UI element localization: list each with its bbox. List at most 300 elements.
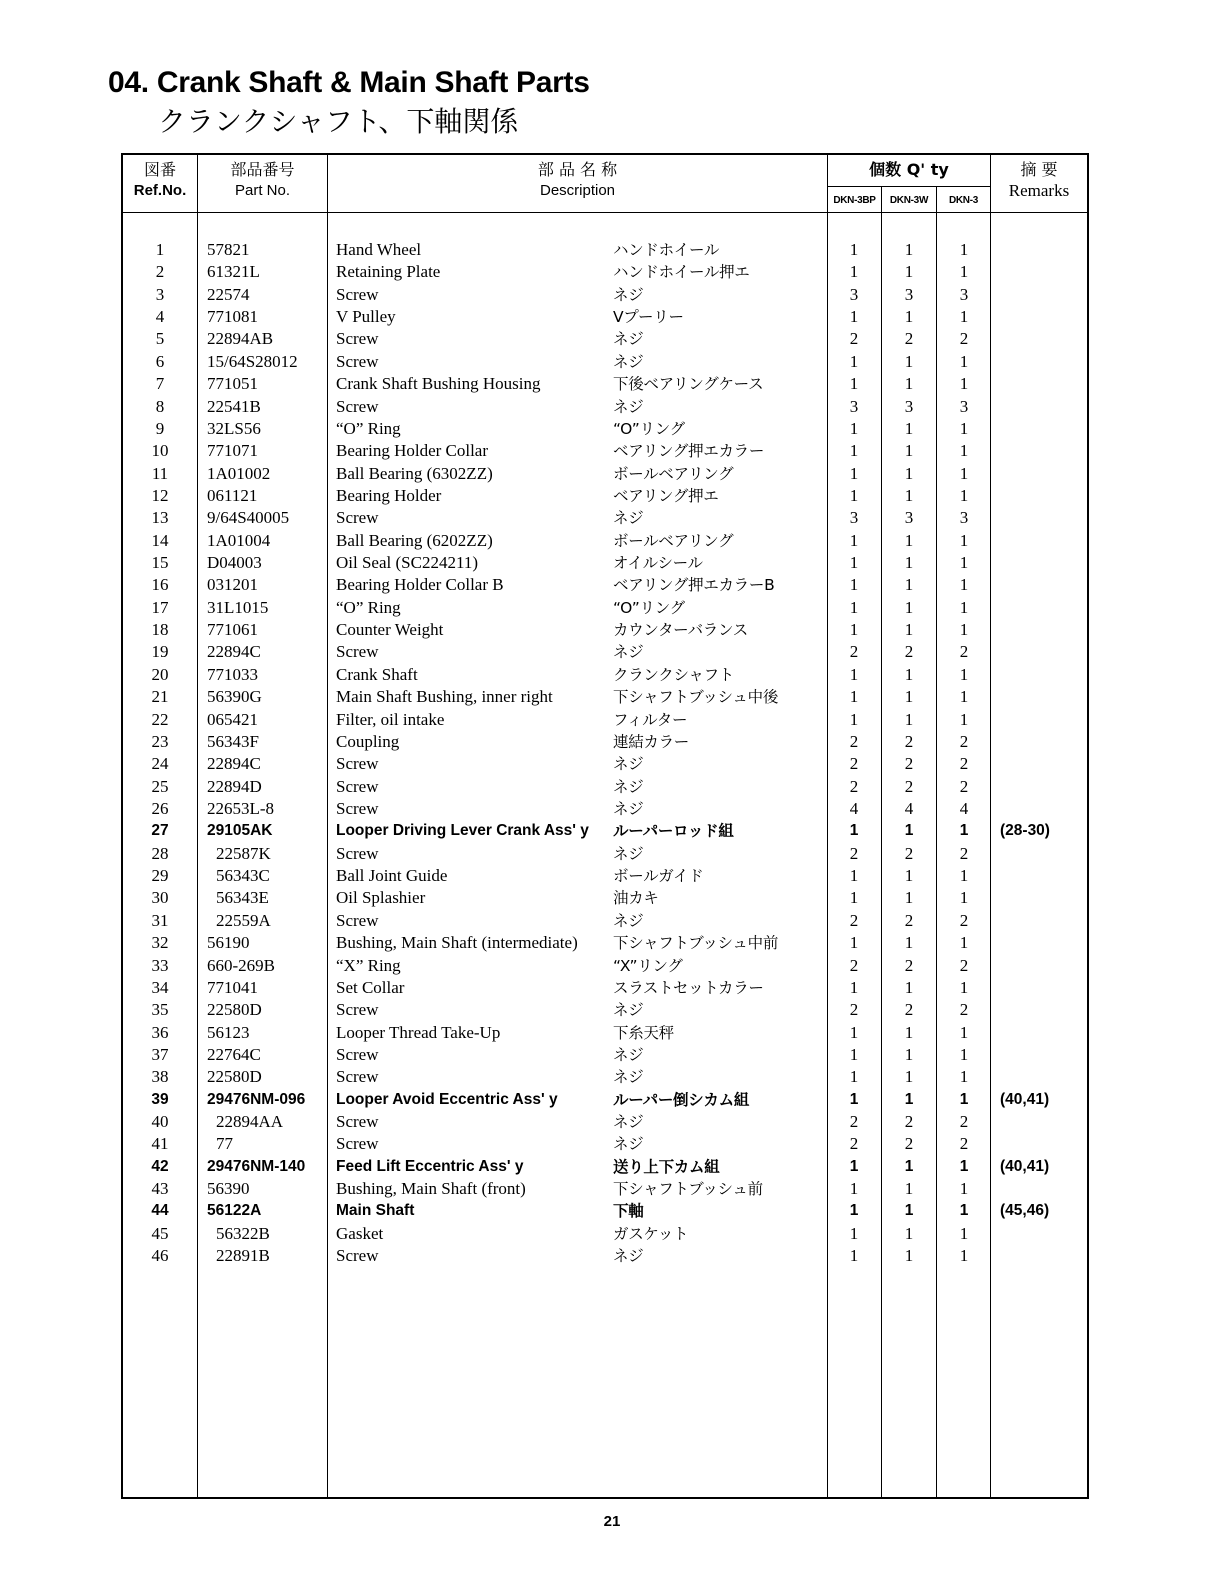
- description-jp: ネジ: [613, 755, 644, 774]
- qty-dkn-3w: 1: [904, 709, 914, 729]
- qty-dkn-3w: 1: [904, 351, 914, 371]
- part-number: 1A01002: [207, 463, 271, 483]
- qty-dkn-3w: 1: [904, 485, 914, 505]
- part-number: 771041: [207, 977, 258, 997]
- table-row: [123, 574, 1087, 596]
- table-row: [123, 1133, 1087, 1155]
- description-jp: フィルター: [613, 710, 688, 729]
- description-en: Screw: [336, 1134, 379, 1154]
- qty-dkn-3bp: 1: [849, 374, 859, 394]
- part-number: 56390G: [207, 687, 262, 707]
- qty-dkn-3bp: 1: [849, 866, 859, 886]
- qty-dkn-3bp: 2: [849, 1112, 859, 1132]
- table-row: [123, 1200, 1087, 1222]
- ref-number: 36: [151, 1022, 169, 1042]
- ref-number: 32: [151, 933, 169, 953]
- description-jp: Vプーリー: [613, 308, 684, 327]
- description-jp: 下シャフトブッシュ前: [613, 1180, 763, 1199]
- qty-dkn-3bp: 1: [849, 977, 859, 997]
- qty-dkn-3bp: 1: [849, 1246, 859, 1266]
- table-row: [123, 709, 1087, 731]
- description-en: Retaining Plate: [336, 262, 441, 282]
- description-jp: ネジ: [613, 285, 644, 304]
- description-en: Bearing Holder Collar B: [336, 575, 504, 595]
- description-jp: ベアリング押エ: [613, 486, 719, 505]
- part-header-en: Part No.: [234, 182, 291, 199]
- ref-number: 43: [151, 1179, 169, 1199]
- description-jp: “X”リング: [613, 956, 683, 975]
- description-jp: “O”リング: [613, 598, 685, 617]
- page-subtitle: クランクシャフト、下軸関係: [158, 105, 519, 138]
- description-jp: スラストセットカラー: [613, 978, 764, 997]
- table-row: [123, 485, 1087, 507]
- qty-dkn-3: 1: [959, 1246, 969, 1266]
- table-row: [123, 955, 1087, 977]
- description-en: Gasket: [336, 1223, 384, 1243]
- table-row: [123, 910, 1087, 932]
- description-en: Bearing Holder: [336, 485, 442, 505]
- table-row: [123, 306, 1087, 328]
- qty-dkn-3bp: 1: [849, 620, 859, 640]
- part-number: 77: [216, 1134, 233, 1154]
- ref-number: 15: [151, 553, 169, 573]
- description-en: Bushing, Main Shaft (intermediate): [336, 933, 578, 953]
- part-number: 31L1015: [207, 597, 269, 617]
- part-number: 29476NM-140: [207, 1157, 306, 1175]
- ref-header: [123, 159, 197, 201]
- description-jp: 下軸: [613, 1202, 644, 1221]
- qty-dkn-3w: 1: [904, 374, 914, 394]
- ref-number: 39: [151, 1090, 169, 1108]
- qty-dkn-3: 1: [959, 530, 969, 550]
- description-en: Counter Weight: [336, 620, 444, 640]
- description-en: Bearing Holder Collar: [336, 441, 489, 461]
- table-row: [123, 619, 1087, 641]
- table-row: [123, 373, 1087, 395]
- qty-dkn-3w: 1: [904, 1246, 914, 1266]
- description-jp: オイルシール: [613, 554, 703, 573]
- page-number: 21: [603, 1513, 621, 1530]
- description-jp: ネジ: [613, 397, 644, 416]
- description-en: Ball Joint Guide: [336, 866, 448, 886]
- qty-dkn-3w: 1: [904, 441, 914, 461]
- part-number: 22894AB: [207, 329, 274, 349]
- qty-dkn-3bp: 1: [849, 1157, 859, 1175]
- description-jp: ネジ: [613, 1001, 644, 1020]
- qty-dkn-3: 2: [959, 1134, 969, 1154]
- qty-dkn-3: 1: [959, 1223, 969, 1243]
- parts-list: [123, 239, 1087, 1268]
- qty-dkn-3w: 4: [904, 798, 914, 818]
- qty-dkn-3bp: 3: [849, 508, 859, 528]
- description-jp: ネジ: [613, 1247, 644, 1266]
- description-en: Looper Thread Take-Up: [336, 1022, 501, 1042]
- description-jp: ベアリング押エカラー: [613, 442, 765, 461]
- part-number: 22653L-8: [207, 798, 275, 818]
- part-number: 9/64S40005: [207, 508, 290, 528]
- part-number: D04003: [207, 553, 262, 573]
- qty-dkn-3: 1: [959, 977, 969, 997]
- table-row: [123, 1178, 1087, 1200]
- qty-dkn-3: 2: [959, 910, 969, 930]
- qty-dkn-3bp: 1: [849, 575, 859, 595]
- qty-header-rule: [827, 186, 990, 187]
- ref-number: 1: [155, 240, 165, 259]
- qty-dkn-3: 1: [959, 1157, 969, 1175]
- description-jp: ルーパーロッド組: [613, 822, 734, 841]
- description-jp: ネジ: [613, 509, 644, 528]
- description-jp: ベアリング押エカラーB: [613, 576, 775, 595]
- qty-dkn-3bp: 1: [849, 553, 859, 573]
- description-en: Screw: [336, 798, 379, 818]
- table-row: [123, 776, 1087, 798]
- qty-dkn-3bp: 2: [849, 910, 859, 930]
- qty-dkn-3: 2: [959, 754, 969, 774]
- description-en: Screw: [336, 1246, 379, 1266]
- qty-dkn-3: 1: [959, 822, 969, 840]
- description-en: Oil Seal (SC224211): [336, 553, 478, 573]
- qty-dkn-3w: 2: [904, 329, 914, 349]
- table-row: [123, 887, 1087, 909]
- part-number: 57821: [207, 240, 250, 259]
- description-en: Screw: [336, 351, 379, 371]
- qty-dkn-3w: 3: [904, 508, 914, 528]
- part-number: 22559A: [216, 910, 271, 930]
- description-jp: “O”リング: [613, 419, 685, 438]
- description-jp: ハンドホイール: [613, 241, 720, 259]
- table-row: [123, 686, 1087, 708]
- part-number: 56190: [207, 933, 250, 953]
- qty-dkn-3w: 1: [904, 1090, 914, 1108]
- qty-dkn-3: 2: [959, 329, 969, 349]
- ref-number: 10: [151, 441, 169, 461]
- qty-dkn-3w: 1: [904, 597, 914, 617]
- ref-number: 8: [155, 396, 165, 416]
- table-row: [123, 843, 1087, 865]
- table-row: [123, 977, 1087, 999]
- qty-dkn-3w: 1: [904, 1202, 914, 1220]
- qty-dkn-3: 2: [959, 776, 969, 796]
- part-number: 56122A: [207, 1202, 262, 1220]
- qty-dkn-3w: 1: [904, 418, 914, 438]
- qty-dkn-3w: 1: [904, 866, 914, 886]
- ref-number: 5: [155, 329, 165, 349]
- qty-dkn-3w: 2: [904, 754, 914, 774]
- qty-dkn-3bp: 2: [849, 843, 859, 863]
- qty-dkn-3bp: 1: [849, 664, 859, 684]
- table-row: [123, 440, 1087, 462]
- description-en: Set Collar: [336, 977, 405, 997]
- qty-dkn-3: 1: [959, 240, 969, 259]
- part-number: 771033: [207, 664, 258, 684]
- qty-dkn-3w: 1: [904, 822, 914, 840]
- remarks-header-en: Remarks: [1008, 181, 1070, 200]
- qty-dkn-3bp: 2: [849, 955, 859, 975]
- qty-dkn-3w: 1: [904, 977, 914, 997]
- description-en: Feed Lift Eccentric Ass' y: [336, 1157, 524, 1175]
- ref-number: 31: [151, 910, 169, 930]
- ref-number: 6: [155, 351, 165, 371]
- ref-number: 42: [151, 1157, 169, 1175]
- description-en: Main Shaft: [336, 1202, 415, 1220]
- description-jp: ネジ: [613, 844, 644, 863]
- table-row: [123, 664, 1087, 686]
- qty-dkn-3w: 2: [904, 843, 914, 863]
- qty-dkn-3bp: 1: [849, 1090, 859, 1108]
- table-row: [123, 798, 1087, 820]
- description-jp: 下シャフトブッシュ中前: [613, 934, 779, 953]
- ref-number: 44: [151, 1202, 169, 1220]
- qty-dkn-3: 1: [959, 1067, 969, 1087]
- description-en: “O” Ring: [336, 418, 401, 438]
- description-jp: ボールガイド: [613, 867, 704, 886]
- part-number: 29476NM-096: [207, 1090, 306, 1108]
- description-header-jp: 部 品 名 称: [537, 160, 618, 179]
- table-row: [123, 239, 1087, 261]
- ref-number: 23: [151, 731, 169, 751]
- description-en: Ball Bearing (6302ZZ): [336, 463, 493, 483]
- part-number: 56390: [207, 1179, 250, 1199]
- part-number: 56123: [207, 1022, 250, 1042]
- remarks: (40,41): [1000, 1090, 1050, 1108]
- part-number: 22580D: [207, 1000, 262, 1020]
- model-header-dkn-3: DKN-3: [948, 195, 979, 206]
- description-en: “O” Ring: [336, 597, 401, 617]
- qty-dkn-3bp: 1: [849, 485, 859, 505]
- qty-dkn-3: 1: [959, 664, 969, 684]
- ref-number: 7: [155, 374, 165, 394]
- description-jp: 送り上下カム組: [613, 1157, 720, 1176]
- description-en: Ball Bearing (6202ZZ): [336, 530, 493, 550]
- qty-dkn-3: 1: [959, 441, 969, 461]
- qty-dkn-3: 1: [959, 374, 969, 394]
- table-row: [123, 731, 1087, 753]
- qty-dkn-3bp: 3: [849, 396, 859, 416]
- qty-dkn-3: 2: [959, 1000, 969, 1020]
- qty-dkn-3w: 2: [904, 731, 914, 751]
- qty-dkn-3: 1: [959, 307, 969, 327]
- qty-dkn-3w: 1: [904, 888, 914, 908]
- qty-dkn-3: 2: [959, 642, 969, 662]
- qty-dkn-3bp: 1: [849, 441, 859, 461]
- ref-number: 21: [151, 687, 169, 707]
- description-jp: ネジ: [613, 777, 644, 796]
- remarks: (45,46): [1000, 1202, 1050, 1220]
- ref-number: 27: [151, 822, 169, 840]
- ref-number: 33: [151, 955, 169, 975]
- ref-number: 37: [151, 1044, 169, 1064]
- description-en: Screw: [336, 1044, 379, 1064]
- ref-number: 3: [155, 284, 165, 304]
- part-number: 065421: [207, 709, 258, 729]
- description-en: V Pulley: [336, 307, 396, 327]
- qty-dkn-3bp: 1: [849, 1179, 859, 1199]
- part-header-jp: 部品番号: [230, 160, 295, 179]
- qty-dkn-3w: 1: [904, 933, 914, 953]
- remarks: (28-30): [1000, 822, 1050, 840]
- table-row: [123, 865, 1087, 887]
- table-row: [123, 328, 1087, 350]
- part-number: 22891B: [216, 1246, 270, 1266]
- part-number: 22587K: [216, 843, 271, 863]
- table-row: [123, 284, 1087, 306]
- qty-dkn-3bp: 1: [849, 1022, 859, 1042]
- part-number: 771081: [207, 307, 258, 327]
- ref-number: 11: [151, 463, 169, 483]
- ref-number: 34: [151, 977, 169, 997]
- table-row: [123, 396, 1087, 418]
- qty-dkn-3: 1: [959, 597, 969, 617]
- qty-dkn-3w: 3: [904, 284, 914, 304]
- part-number: 771061: [207, 620, 258, 640]
- qty-dkn-3bp: 1: [849, 530, 859, 550]
- table-row: [123, 351, 1087, 373]
- qty-dkn-3bp: 2: [849, 1134, 859, 1154]
- description-en: Crank Shaft Bushing Housing: [336, 374, 541, 394]
- table-row: [123, 552, 1087, 574]
- qty-dkn-3bp: 2: [849, 731, 859, 751]
- qty-dkn-3w: 2: [904, 776, 914, 796]
- description-en: Screw: [336, 776, 379, 796]
- qty-dkn-3: 1: [959, 687, 969, 707]
- description-en: Oil Splashier: [336, 888, 426, 908]
- description-en: Screw: [336, 284, 379, 304]
- table-row: [123, 1022, 1087, 1044]
- table-row: [123, 641, 1087, 663]
- qty-dkn-3: 4: [959, 798, 969, 818]
- qty-dkn-3: 2: [959, 1112, 969, 1132]
- qty-dkn-3bp: 1: [849, 240, 859, 259]
- part-number: 22894C: [207, 754, 261, 774]
- ref-number: 4: [155, 307, 165, 327]
- part-number: 32LS56: [207, 418, 261, 438]
- qty-dkn-3bp: 1: [849, 351, 859, 371]
- ref-number: 40: [151, 1112, 169, 1132]
- ref-number: 14: [151, 530, 169, 550]
- part-number: 771071: [207, 441, 258, 461]
- qty-dkn-3: 2: [959, 843, 969, 863]
- table-row: [123, 507, 1087, 529]
- description-jp: ネジ: [613, 911, 644, 930]
- ref-number: 18: [151, 620, 169, 640]
- description-jp: カウンターバランス: [613, 621, 748, 640]
- description-en: Crank Shaft: [336, 664, 418, 684]
- table-row: [123, 820, 1087, 842]
- ref-header-en: Ref.No.: [133, 182, 187, 199]
- part-number: 061121: [207, 485, 258, 505]
- qty-dkn-3: 1: [959, 709, 969, 729]
- table-row: [123, 1111, 1087, 1133]
- part-number: 56322B: [216, 1223, 270, 1243]
- description-jp: クランクシャフト: [613, 665, 734, 684]
- description-jp: 油カキ: [613, 889, 659, 908]
- qty-dkn-3bp: 2: [849, 329, 859, 349]
- description-header-en: Description: [539, 182, 616, 199]
- description-en: Screw: [336, 329, 379, 349]
- ref-number: 26: [151, 798, 169, 818]
- ref-number: 19: [151, 642, 169, 662]
- qty-dkn-3w: 1: [904, 620, 914, 640]
- qty-dkn-3w: 1: [904, 530, 914, 550]
- description-en: Screw: [336, 1067, 379, 1087]
- ref-number: 25: [151, 776, 169, 796]
- ref-number: 20: [151, 664, 169, 684]
- description-jp: ボールベアリング: [613, 464, 734, 483]
- qty-dkn-3w: 3: [904, 396, 914, 416]
- description-en: Screw: [336, 1112, 379, 1132]
- qty-dkn-3w: 1: [904, 553, 914, 573]
- table-row: [123, 1089, 1087, 1111]
- table-row: [123, 753, 1087, 775]
- table-row: [123, 1223, 1087, 1245]
- qty-dkn-3: 3: [959, 284, 969, 304]
- ref-number: 13: [151, 508, 169, 528]
- qty-dkn-3bp: 4: [849, 798, 859, 818]
- description-en: Screw: [336, 1000, 379, 1020]
- qty-dkn-3bp: 2: [849, 754, 859, 774]
- qty-dkn-3: 1: [959, 866, 969, 886]
- qty-dkn-3: 1: [959, 485, 969, 505]
- description-en: Screw: [336, 642, 379, 662]
- ref-number: 16: [151, 575, 169, 595]
- qty-dkn-3w: 2: [904, 910, 914, 930]
- qty-dkn-3: 1: [959, 351, 969, 371]
- qty-dkn-3: 2: [959, 955, 969, 975]
- description-jp: ネジ: [613, 1135, 644, 1154]
- description-jp: 下後ベアリングケース: [613, 375, 764, 394]
- qty-dkn-3w: 1: [904, 664, 914, 684]
- qty-dkn-3bp: 2: [849, 1000, 859, 1020]
- table-row: [123, 463, 1087, 485]
- qty-dkn-3bp: 1: [849, 418, 859, 438]
- qty-dkn-3bp: 3: [849, 284, 859, 304]
- ref-number: 38: [151, 1067, 169, 1087]
- remarks: (40,41): [1000, 1157, 1050, 1175]
- description-jp: ネジ: [613, 352, 644, 371]
- qty-dkn-3bp: 1: [849, 1223, 859, 1243]
- part-number: 660-269B: [207, 955, 275, 975]
- qty-dkn-3w: 1: [904, 262, 914, 282]
- part-number: 031201: [207, 575, 258, 595]
- qty-dkn-3bp: 1: [849, 933, 859, 953]
- description-jp: ネジ: [613, 643, 644, 662]
- table-row: [123, 932, 1087, 954]
- ref-number: 2: [155, 262, 165, 282]
- qty-dkn-3w: 2: [904, 1134, 914, 1154]
- description-en: Hand Wheel: [336, 240, 422, 259]
- qty-dkn-3: 1: [959, 1044, 969, 1064]
- description-jp: ボールベアリング: [613, 531, 734, 550]
- model-header-dkn-3w: DKN-3W: [889, 195, 929, 206]
- description-jp: ネジ: [613, 330, 644, 349]
- qty-dkn-3bp: 1: [849, 597, 859, 617]
- table-row: [123, 1245, 1087, 1267]
- part-number: 22541B: [207, 396, 261, 416]
- table-row: [123, 418, 1087, 440]
- description-en: Screw: [336, 843, 379, 863]
- qty-dkn-3: 1: [959, 418, 969, 438]
- qty-dkn-3w: 1: [904, 1022, 914, 1042]
- ref-number: 28: [151, 843, 169, 863]
- description-jp: 下糸天秤: [613, 1023, 674, 1042]
- qty-dkn-3w: 2: [904, 955, 914, 975]
- qty-dkn-3w: 1: [904, 240, 914, 259]
- table-row: [123, 1044, 1087, 1066]
- part-number: 56343F: [207, 731, 259, 751]
- description-en: Coupling: [336, 731, 400, 751]
- description-jp: ガスケット: [613, 1224, 689, 1243]
- table-row: [123, 261, 1087, 283]
